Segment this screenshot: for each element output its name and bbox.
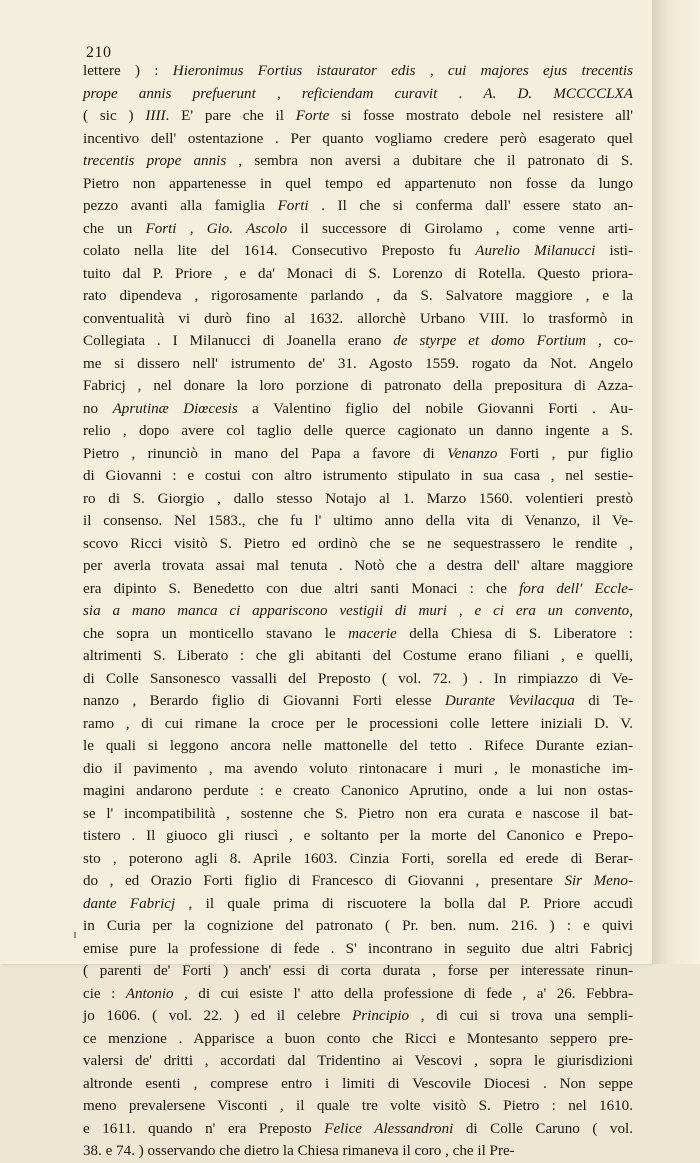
text-line	[83, 420, 633, 443]
text-run: il consenso. Nel 1583., che fu l' ultimo anno della vita di Venanzo, il Ve-	[83, 513, 633, 529]
text-line	[83, 533, 633, 556]
italic-run: Venanzo	[447, 445, 498, 462]
text-line	[83, 848, 633, 871]
text-run: scovo Ricci visitò S. Pietro ed ordinò che se ne sequestrassero le rendite ,	[83, 535, 633, 552]
italic-run: trecentis prope annis	[83, 153, 227, 169]
text-run: me si dissero nell' istrumento de' 31. Agosto 1559. rogato da Not. Angelo	[83, 355, 633, 372]
text-line	[83, 218, 633, 241]
text-run: sto , poterono agli 8. Aprile 1603. Cinzia Forti, sorella ed erede di Berar-	[83, 850, 633, 867]
text-line	[83, 668, 633, 691]
text-line	[83, 398, 633, 421]
text-line	[83, 915, 633, 938]
text-run: ,	[176, 220, 207, 237]
text-line	[83, 803, 633, 826]
text-line	[83, 285, 633, 308]
italic-run: Antonio	[125, 985, 174, 1002]
text-run: a Valentino figlio del nobile Giovanni Forti . Au-	[237, 400, 633, 417]
text-line	[83, 938, 633, 961]
text-run: no	[83, 400, 113, 417]
text-line	[83, 488, 633, 511]
italic-run: prope annis prefuerunt	[83, 85, 256, 102]
text-run: 38. e 74. ) osservando che dietro la Chiesa rimaneva il coro , che il Pre-	[83, 1143, 515, 1159]
text-line	[83, 645, 633, 668]
text-line	[83, 713, 633, 736]
text-line	[83, 623, 633, 646]
text-line	[83, 375, 633, 398]
text-run: ,	[629, 603, 634, 619]
text-run: Pietro non appartenesse in quel tempo ed appartenuto non fosse da lungo	[83, 175, 633, 192]
text-run: ramo , di cui rimane la croce per le processioni colle lettere iniziali D. V.	[83, 715, 633, 732]
italic-run: fora dell' Eccle-	[519, 580, 633, 597]
text-run: che sopra un monticello stavano le	[83, 625, 349, 642]
text-run: che un	[83, 220, 146, 237]
text-run: incentivo dell' ostentazione . Per quanto vogliamo credere però esagerato quel	[83, 130, 633, 147]
italic-run: Forti	[277, 198, 309, 214]
text-run: di Te-	[574, 693, 633, 709]
italic-run: reficiendam curavit	[301, 85, 438, 102]
text-line	[83, 240, 633, 263]
text-run: ( parenti de' Forti ) anch' essi di corta durata , forse per interessate rinun-	[83, 963, 633, 979]
italic-run: e ci era un convento	[474, 603, 630, 619]
italic-run: A. D. MCCCCLXA	[483, 85, 633, 102]
page-edge	[652, 0, 700, 964]
text-line	[83, 150, 633, 173]
text-run: si fosse mostrato debole nel resistere all'	[329, 108, 633, 124]
italic-run: macerie	[348, 625, 397, 642]
text-run: do , ed Orazio Forti figlio di Francesco di Giovanni , presentare	[83, 873, 565, 889]
text-run: ,	[415, 63, 448, 79]
text-run: di Colle Caruno ( vol.	[453, 1120, 633, 1137]
text-line	[83, 128, 633, 151]
italic-run: cui majores ejus trecentis	[447, 63, 633, 79]
text-line	[83, 600, 633, 623]
text-run: valersi de' dritti , accordati dal Tridentino ai Vescovi , sopra le giurisdizioni	[83, 1053, 633, 1069]
text-run: altronde esenti , comprese entro i limiti di Vescovile Diocesi . Non seppe	[83, 1075, 633, 1092]
text-line	[83, 825, 633, 848]
text-line	[83, 330, 633, 353]
text-line	[83, 1118, 633, 1141]
text-run: per averla trovata assai mal tenuta . Notò che a destra dell' altare maggiore	[83, 558, 633, 574]
italic-run: Durante Vevilacqua	[444, 693, 575, 709]
text-run: lettere ) :	[83, 63, 173, 79]
text-run: isti-	[595, 243, 633, 259]
italic-run: Aurelio Milanucci	[475, 243, 596, 259]
italic-run: Hieronimus Fortius istaurator edis	[172, 63, 416, 79]
text-run: , sembra non aversi a dubitare che il patronato di S.	[226, 153, 633, 169]
text-line	[83, 83, 633, 106]
text-line	[83, 443, 633, 466]
text-line	[83, 780, 633, 803]
text-line	[83, 465, 633, 488]
text-run: meno prevalersene Visconti , il quale tre volte visitò S. Pietro : nel 1610.	[83, 1098, 633, 1114]
text-line	[83, 893, 633, 916]
text-line	[83, 758, 633, 781]
text-line	[83, 173, 633, 196]
italic-run: Felice Alessandroni	[324, 1120, 454, 1137]
text-run: tuito dal P. Priore , e da' Monaci di S. Lorenzo di Rotella. Questo priora-	[83, 265, 633, 282]
text-run: , il quale prima di riscuotere la bolla dal P. Priore accudì	[175, 895, 633, 912]
italic-run: Sir Meno-	[564, 873, 633, 889]
italic-run: Aprutinæ Diœcesis	[112, 400, 238, 417]
text-run: e 1611. quando n' era Preposto	[83, 1120, 325, 1137]
text-run: ( sic )	[83, 108, 146, 124]
text-run: . Il che si conferma dall' essere stato an-	[308, 198, 633, 214]
text-run: di Giovanni : e costui con altro istrumento stipulato in sua casa , nel sestie-	[83, 468, 633, 484]
text-line	[83, 983, 633, 1006]
text-run: ce menzione . Apparisce a buon conto che Ricci e Montesanto seppero pre-	[83, 1030, 633, 1047]
text-run: . E' pare che il	[165, 108, 296, 124]
text-run: di Colle Sansonesco vassalli del Preposto ( vol. 72. ) . In rimpiazzo di Ve-	[83, 670, 633, 687]
text-run: colato nella lite del 1614. Consecutivo Preposto fu	[83, 243, 476, 259]
text-run: in Curia per la cognizione del patronato ( Pr. ben. num. 216. ) : e quivi	[83, 918, 633, 934]
text-run: le quali si leggono ancora nelle mattonelle del tetto . Rifece Durante ezian-	[83, 738, 633, 754]
text-line	[83, 60, 633, 83]
italic-run: Forte	[295, 108, 330, 124]
page-number: 210	[86, 44, 112, 61]
text-line	[83, 870, 633, 893]
text-run: Fabricj , nel donare la loro porzione di patronato della prepositura di Azza-	[83, 378, 633, 394]
text-line	[83, 308, 633, 331]
text-run: emise pure la professione di fede . S' incontrano in seguito due altri Fabricj	[83, 940, 633, 957]
text-line	[83, 353, 633, 376]
text-run: ro di S. Giorgio , dallo stesso Notajo al 1. Marzo 1560. volentieri prestò	[83, 490, 633, 507]
text-line	[83, 510, 633, 533]
text-run: conventualità vi durò fino al 1632. allorchè Urbano VIII. lo trasformò in	[83, 310, 633, 327]
text-line	[83, 1050, 633, 1073]
text-run: era dipinto S. Benedetto con due altri santi Monaci : che	[83, 580, 520, 597]
text-run: , di cui esiste l' atto della professione di fede , a' 26. Febbra-	[173, 985, 633, 1002]
italic-run: Gio. Ascolo	[206, 220, 288, 237]
italic-run: IIII	[145, 108, 166, 124]
text-run: Forti , pur figlio	[497, 445, 633, 462]
text-run: dio il pavimento , ma avendo voluto rintonacare i muri , le monastiche im-	[83, 760, 633, 777]
text-line	[83, 735, 633, 758]
text-run: il successore di Girolamo , come venne arti-	[287, 220, 633, 237]
text-run: nanzo , Berardo figlio di Giovanni Forti elesse	[83, 693, 445, 709]
text-run: , di cui si trova una sempli-	[409, 1008, 634, 1024]
text-run: jo 1606. ( vol. 22. ) ed il celebre	[83, 1008, 353, 1024]
text-run: cie :	[83, 985, 126, 1002]
text-run: Pietro , rinunciò in mano del Papa a favore di	[83, 445, 448, 462]
text-line	[83, 263, 633, 286]
text-run: tistero . Il giuoco gli riuscì , e soltanto per la morte del Canonico e Prepo-	[83, 828, 633, 844]
italic-run: Forti	[145, 220, 177, 237]
text-line	[83, 105, 633, 128]
text-run: magini andarono perdute : e creato Canonico Aprutino, onde a lui non ostas-	[83, 783, 633, 799]
text-line	[83, 1140, 633, 1163]
text-line	[83, 1005, 633, 1028]
text-run: relio , dopo avere col taglio delle querce cagionato un danno ingente a S.	[83, 423, 633, 439]
text-line	[83, 1028, 633, 1051]
text-line	[83, 690, 633, 713]
text-run: rato dipendeva , rigorosamente parlando , da S. Salvatore maggiore , e la	[83, 288, 633, 304]
text-run: ,	[447, 603, 475, 619]
text-line	[83, 960, 633, 983]
text-run: se l' incompatibilità , sostenne che S. Pietro non era curata e nascose il bat-	[83, 805, 633, 822]
italic-run: sia a mano manca ci appariscono vestigii di muri	[83, 603, 448, 619]
margin-mark	[74, 932, 76, 938]
body-text	[83, 60, 633, 1163]
italic-run: Principio	[352, 1008, 410, 1024]
text-line	[83, 578, 633, 601]
text-run: della Chiesa di S. Liberatore :	[396, 625, 633, 642]
text-line	[83, 195, 633, 218]
text-line	[83, 1073, 633, 1096]
italic-run: de styrpe et domo Fortium	[393, 333, 587, 349]
italic-run: dante Fabricj	[83, 895, 176, 912]
text-run: pezzo avanti alla famiglia	[83, 198, 278, 214]
text-run: , co-	[586, 333, 634, 349]
text-line	[83, 555, 633, 578]
text-run: altrimenti S. Liberato : che gli abitanti del Costume erano filiani , e quelli,	[83, 648, 633, 664]
text-run: ,	[255, 85, 302, 102]
text-run: .	[437, 85, 484, 102]
text-line	[83, 1095, 633, 1118]
text-run: Collegiata . I Milanucci di Joanella erano	[83, 333, 394, 349]
